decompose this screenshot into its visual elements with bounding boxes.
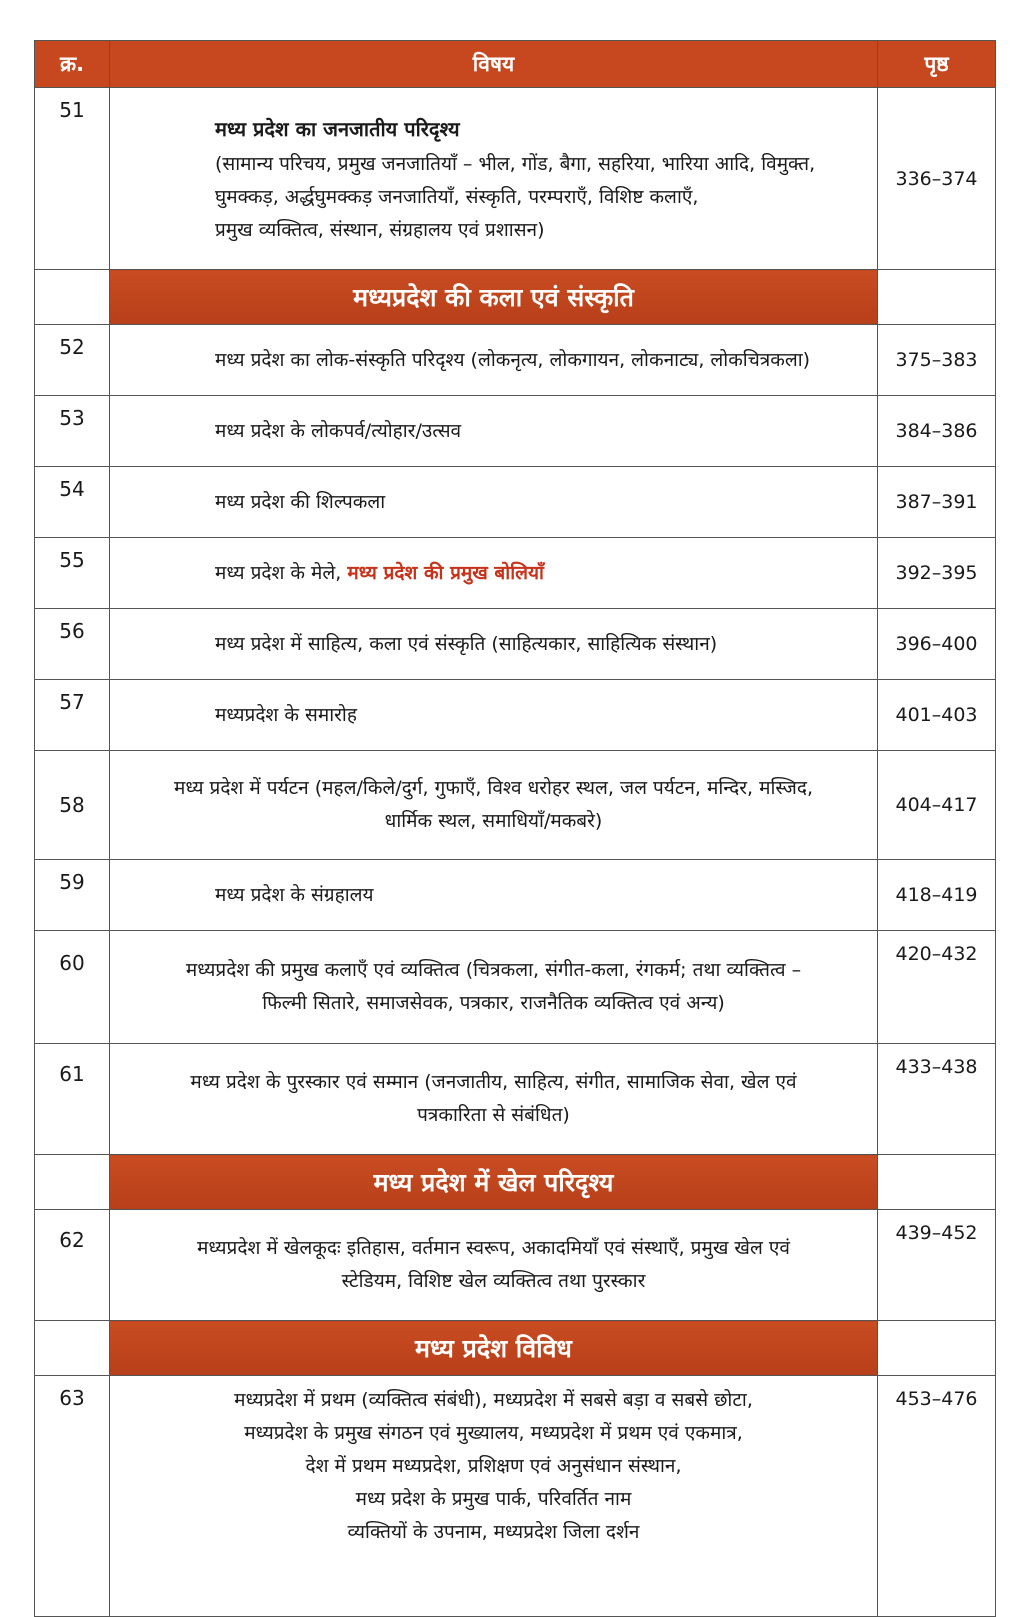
row-line: घुमक्कड़, अर्द्धघुमक्कड़ जनजातियाँ, संस्कृति, परम्पराएँ, विशिष्ट कलाएँ, xyxy=(215,185,699,208)
table-row xyxy=(35,1376,996,1617)
row-subject xyxy=(110,1376,878,1617)
row-line: मध्यप्रदेश की प्रमुख कलाएँ एवं व्यक्तित्व (चित्रकला, संगीत-कला, रंगकर्म; तथा व्यक्तित्व – xyxy=(185,959,802,981)
row-line: मध्य प्रदेश में पर्यटन (महल/किले/दुर्ग, गुफाएँ, विश्व धरोहर स्थल, जल पर्यटन, मन्दिर, मस्जिद, xyxy=(173,777,814,799)
row-line: देश में प्रथम मध्यप्रदेश, प्रशिक्षण एवं अनुसंधान संस्थान, xyxy=(305,1455,682,1477)
header-subject: विषय xyxy=(110,41,878,88)
table-row xyxy=(35,538,996,609)
row-number: 58 xyxy=(35,751,110,860)
row-number: 55 xyxy=(35,538,110,609)
row-pages: 439–452 xyxy=(878,1210,996,1321)
row-subject: मध्य प्रदेश के संग्रहालय xyxy=(110,860,878,931)
row-subject xyxy=(110,751,878,860)
table-row xyxy=(35,680,996,751)
row-number: 59 xyxy=(35,860,110,931)
row-subject xyxy=(110,1210,878,1321)
row-line: व्यक्तियों के उपनाम, मध्यप्रदेश जिला दर्शन xyxy=(347,1521,640,1543)
row-pages: 396–400 xyxy=(878,609,996,680)
table-row xyxy=(35,1210,996,1321)
row-pages: 433–438 xyxy=(878,1044,996,1155)
row-subject xyxy=(110,538,878,609)
row-pages: 420–432 xyxy=(878,931,996,1044)
row-number: 56 xyxy=(35,609,110,680)
row-subject xyxy=(110,88,878,270)
header-page: पृष्ठ xyxy=(878,41,996,88)
table-row xyxy=(35,860,996,931)
table-row xyxy=(35,931,996,1044)
row-number: 63 xyxy=(35,1376,110,1617)
row-line: फिल्मी सितारे, समाजसेवक, पत्रकार, राजनैतिक व्यक्तित्व एवं अन्य) xyxy=(262,992,725,1014)
row-pages: 418–419 xyxy=(878,860,996,931)
section-row xyxy=(35,1321,996,1376)
row-number: 62 xyxy=(35,1210,110,1321)
section-heading: मध्यप्रदेश की कला एवं संस्कृति xyxy=(110,270,878,325)
table-header xyxy=(35,41,996,88)
table-row xyxy=(35,609,996,680)
row-subject: मध्यप्रदेश के समारोह xyxy=(110,680,878,751)
contents-table xyxy=(34,40,996,1617)
row-line: मध्यप्रदेश में खेलकूदः इतिहास, वर्तमान स्वरूप, अकादमियाँ एवं संस्थाएँ, प्रमुख खेल एवं xyxy=(197,1237,790,1259)
row-number: 51 xyxy=(35,88,110,270)
row-pages: 392–395 xyxy=(878,538,996,609)
row-subject xyxy=(110,1044,878,1155)
row-line: मध्यप्रदेश के प्रमुख संगठन एवं मुख्यालय, मध्यप्रदेश में प्रथम एवं एकमात्र, xyxy=(244,1422,743,1444)
row-pages: 387–391 xyxy=(878,467,996,538)
row-pages: 375–383 xyxy=(878,325,996,396)
row-pages: 336–374 xyxy=(878,88,996,270)
row-pages: 401–403 xyxy=(878,680,996,751)
table-row xyxy=(35,396,996,467)
row-subject xyxy=(110,931,878,1044)
table-row xyxy=(35,751,996,860)
table-row xyxy=(35,325,996,396)
row-line: मध्यप्रदेश में प्रथम (व्यक्तित्व संबंधी), मध्यप्रदेश में सबसे बड़ा व सबसे छोटा, xyxy=(234,1389,753,1411)
row-subject: मध्य प्रदेश के लोकपर्व/त्योहार/उत्सव xyxy=(110,396,878,467)
table-row xyxy=(35,1044,996,1155)
row-line: पत्रकारिता से संबंधित) xyxy=(417,1104,570,1126)
section-row xyxy=(35,1155,996,1210)
row-number: 54 xyxy=(35,467,110,538)
section-heading: मध्य प्रदेश विविध xyxy=(110,1321,878,1376)
section-heading: मध्य प्रदेश में खेल परिदृश्य xyxy=(110,1155,878,1210)
row-number: 53 xyxy=(35,396,110,467)
row-number: 60 xyxy=(35,931,110,1044)
table-row xyxy=(35,88,996,270)
row-pages: 384–386 xyxy=(878,396,996,467)
section-row xyxy=(35,270,996,325)
row-highlight: मध्य प्रदेश की प्रमुख बोलियाँ xyxy=(347,561,544,584)
row-number: 57 xyxy=(35,680,110,751)
row-subject: मध्य प्रदेश में साहित्य, कला एवं संस्कृति (साहित्यकार, साहित्यिक संस्थान) xyxy=(110,609,878,680)
row-subject: मध्य प्रदेश की शिल्पकला xyxy=(110,467,878,538)
header-serial: क्र. xyxy=(35,41,110,88)
row-pages: 453–476 xyxy=(878,1376,996,1617)
row-line: धार्मिक स्थल, समाधियाँ/मकबरे) xyxy=(384,810,603,832)
row-line: (सामान्य परिचय, प्रमुख जनजातियाँ – भील, गोंड, बैगा, सहरिया, भारिया आदि, विमुक्त, xyxy=(215,152,816,175)
row-line: प्रमुख व्यक्तित्व, संस्थान, संग्रहालय एवं प्रशासन) xyxy=(215,218,545,241)
row-title: मध्य प्रदेश का जनजातीय परिदृश्य xyxy=(215,116,460,141)
row-text: मध्य प्रदेश के मेले, xyxy=(215,561,342,584)
row-line: मध्य प्रदेश के प्रमुख पार्क, परिवर्तित नाम xyxy=(355,1488,632,1510)
row-number: 61 xyxy=(35,1044,110,1155)
row-line: मध्य प्रदेश के पुरस्कार एवं सम्मान (जनजातीय, साहित्य, संगीत, सामाजिक सेवा, खेल एवं xyxy=(190,1071,797,1093)
row-pages: 404–417 xyxy=(878,751,996,860)
table-row xyxy=(35,467,996,538)
row-number: 52 xyxy=(35,325,110,396)
row-subject: मध्य प्रदेश का लोक-संस्कृति परिदृश्य (लोकनृत्य, लोकगायन, लोकनाट्य, लोकचित्रकला) xyxy=(110,325,878,396)
row-line: स्टेडियम, विशिष्ट खेल व्यक्तित्व तथा पुरस्कार xyxy=(341,1270,646,1292)
